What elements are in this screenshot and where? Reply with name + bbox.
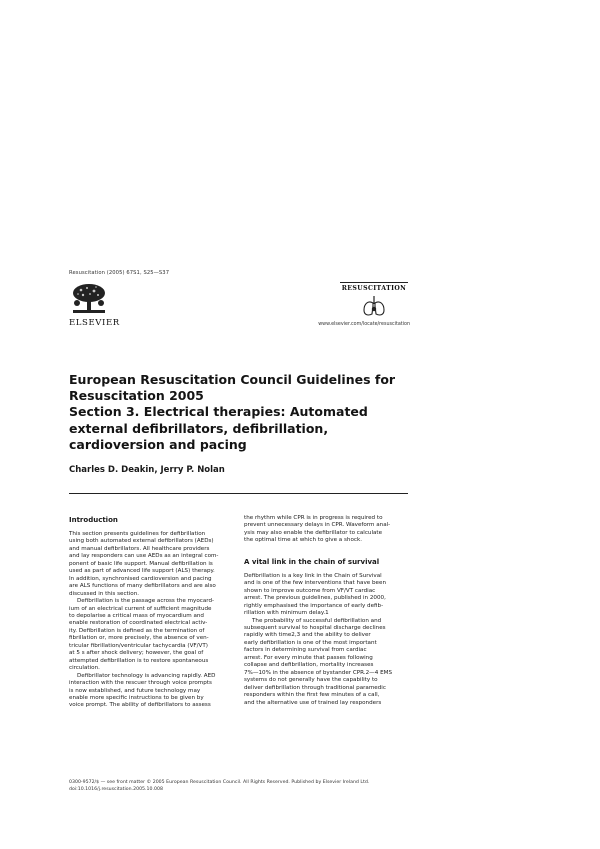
body-line: and is one of the few interventions that have been <box>244 580 386 587</box>
title-line: external defibrillators, defibrillation, <box>69 420 329 436</box>
journal-name: RESUSCITATION <box>341 285 407 292</box>
body-line: fibrillation or, more precisely, the absence of ven- <box>69 635 209 642</box>
body-line: collapse and defibrillation, mortality increases <box>244 662 374 669</box>
body-line: the rhythm while CPR is in progress is required to <box>244 515 383 521</box>
journal-url: www.elsevier.com/locate/resuscitation <box>318 322 410 327</box>
body-line: subsequent survival to hospital discharge declines <box>244 624 386 631</box>
body-line: tricular fibrillation/ventricular tachycardia (VF/VT) <box>69 642 208 649</box>
body-line: ponent of basic life support. Manual defibrillation is <box>69 560 213 567</box>
body-line: 7%—10% in the absence of bystander CPR.2—4 EMS <box>244 669 393 676</box>
body-line: and lay responders can use AEDs as an integral com- <box>69 553 219 560</box>
body-line: early defibrillation is one of the most important <box>244 639 377 646</box>
body-line: The probability of successful defibrillation and <box>252 617 382 624</box>
doi-link[interactable]: doi:10.1016/j.resuscitation.2005.10.008 <box>69 787 163 792</box>
publisher-name: ELSEVIER <box>69 318 120 328</box>
journal-masthead <box>340 282 408 321</box>
title-line: European Resuscitation Council Guidelines for <box>69 372 396 387</box>
body-line: shown to improve outcome from VF/VT cardiac <box>244 587 376 594</box>
lungs-emblem-icon <box>361 294 387 318</box>
body-line: deliver defibrillation through traditional paramedic <box>244 684 386 691</box>
body-line: rightly emphasised the importance of early defib- <box>244 602 384 609</box>
journal-citation: Resuscitation (2005) 67S1, S25—S37 <box>69 270 170 276</box>
body-line: rapidly with time2,3 and the ability to deliver <box>244 632 371 639</box>
body-line: discussed in this section. <box>69 590 140 597</box>
body-line: to depolarise a critical mass of myocardium and <box>69 612 204 619</box>
body-line: arrest. For every minute that passes following <box>244 654 373 661</box>
body-line: ysis may also enable the defibrillator to calculate <box>244 529 383 536</box>
body-line: Defibrillation is a key link in the Chain of Survival <box>244 572 382 579</box>
body-line: Defibrillator technology is advancing rapidly. AED <box>77 672 216 679</box>
body-line: enable restoration of coordinated electrical activ- <box>69 620 208 627</box>
body-line: enable more specific instructions to be given by <box>69 694 204 701</box>
body-line: systems do not generally have the capability to <box>244 677 378 684</box>
body-line: the optimal time at which to give a shock. <box>244 537 362 544</box>
body-line: ity. Defibrillation is defined as the termination of <box>69 627 205 634</box>
section-heading-introduction: Introduction <box>69 516 118 524</box>
page-footer <box>69 779 409 793</box>
body-line: rillation with minimum delay.1 <box>244 610 329 617</box>
body-line: using both automated external defibrillators (AEDs) <box>69 538 214 545</box>
body-line: responders within the first few minutes of a call, <box>244 692 380 699</box>
body-line: prevent unnecessary delays in CPR. Waveform anal- <box>244 522 391 529</box>
body-line: arrest. The previous guidelines, published in 2000, <box>244 595 386 602</box>
body-line: Defibrillation is the passage across the myocard- <box>77 598 215 605</box>
right-column <box>244 515 408 707</box>
body-line: ium of an electrical current of sufficient magnitude <box>69 605 212 612</box>
copyright-notice: 0300-9572/$ — see front matter © 2005 European Resuscitation Council. All Rights Reserved. Published by Elsevier Ireland Ltd. <box>69 780 370 785</box>
title-line: cardioversion and pacing <box>69 436 247 452</box>
body-line: This section presents guidelines for defibrillation <box>69 531 206 537</box>
body-line: factors in determining survival from cardiac <box>244 647 367 654</box>
title-line: Section 3. Electrical therapies: Automated <box>69 404 368 420</box>
title-line: Resuscitation 2005 <box>69 388 204 404</box>
left-column <box>69 516 234 710</box>
body-line: at 5 s after shock delivery; however, the goal of <box>69 650 204 657</box>
divider <box>69 493 408 494</box>
elsevier-tree-icon <box>69 283 109 315</box>
publisher-logo <box>69 283 120 328</box>
section-heading-chain-of-survival: A vital link in the chain of survival <box>244 557 380 566</box>
body-line: voice prompt. The ability of defibrillators to assess <box>69 702 211 709</box>
body-line: circulation. <box>69 665 100 672</box>
body-line: and manual defibrillators. All healthcare providers <box>69 545 210 552</box>
spacer <box>244 545 408 558</box>
body-line: used as part of advanced life support (ALS) therapy. <box>69 568 215 575</box>
body-line: In addition, synchronised cardioversion and pacing <box>69 575 212 582</box>
article-title <box>69 372 419 453</box>
authors: Charles D. Deakin, Jerry P. Nolan <box>69 465 225 475</box>
body-line: interaction with the rescuer through voice prompts <box>69 680 212 687</box>
body-line: is now established, and future technology may <box>69 687 201 694</box>
body-line: and the alternative use of trained lay responders <box>244 699 382 706</box>
body-line: are ALS functions of many defibrillators and are also <box>69 583 216 590</box>
body-line: attempted defibrillation is to restore spontaneous <box>69 657 209 664</box>
